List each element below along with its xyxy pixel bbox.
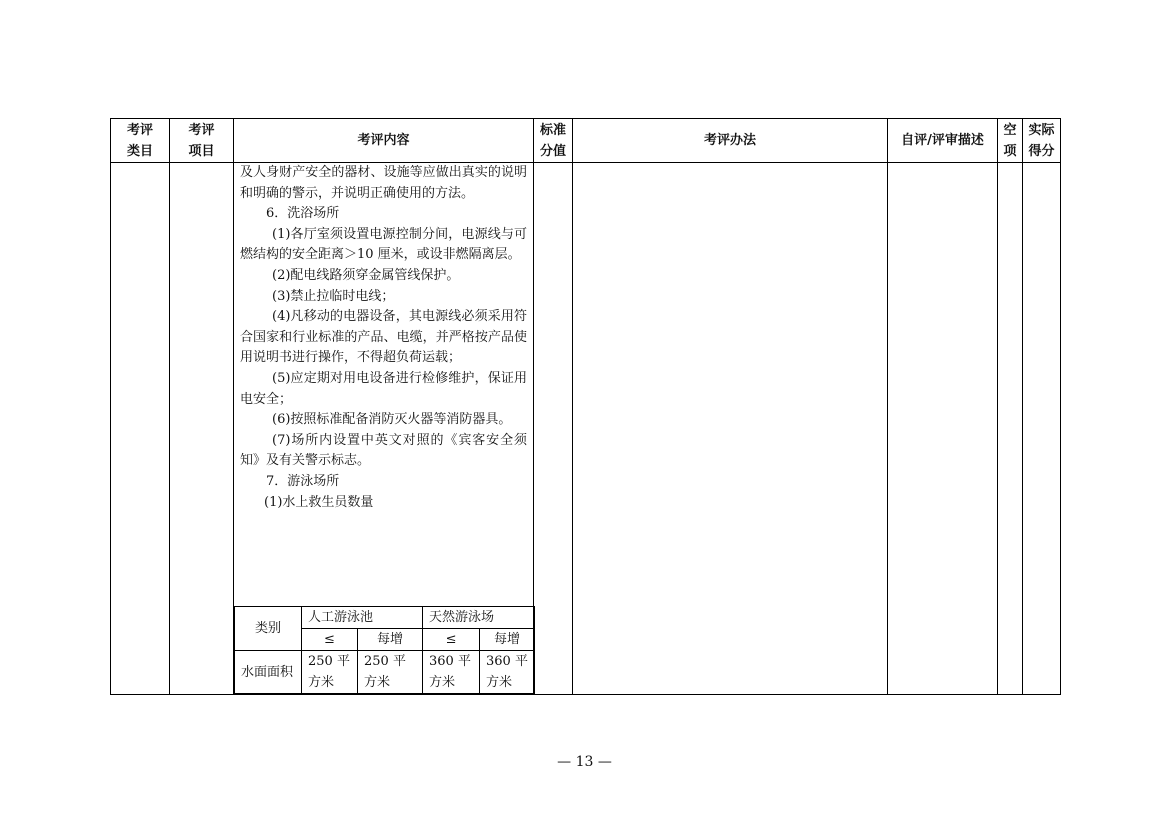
header-method: 考评办法 [573, 119, 888, 163]
actual-score-cell [1023, 163, 1061, 695]
sub-row-label-cell: 水面面积 [235, 651, 302, 694]
content-text [234, 163, 533, 513]
header-actual-score: 实际 得分 [1023, 119, 1061, 163]
sub-per-increment-cell: 每增 [480, 629, 535, 651]
sub-le-cell: ≤ [423, 629, 480, 651]
content-p9: (7)场所内设置中英文对照的《宾客安全须知》及有关警示标志。 [240, 432, 527, 469]
header-empty-item: 空 项 [998, 119, 1023, 163]
header-row [111, 119, 1061, 163]
content-p10: 7．游泳场所 [266, 473, 340, 489]
sub-natural-pool-cell: 天然游泳场 [423, 607, 535, 629]
content-p7: (5)应定期对用电设备进行检修维护，保证用电安全； [240, 370, 527, 407]
lifeguard-table [234, 606, 535, 694]
empty-item-cell [998, 163, 1023, 695]
standard-score-cell [534, 163, 573, 695]
sub-data-row [235, 651, 535, 694]
sub-per-increment-cell: 每增 [358, 629, 423, 651]
header-category: 考评 类目 [111, 119, 170, 163]
header-content: 考评内容 [234, 119, 534, 163]
content-p1: 及人身财产安全的器材、设施等应做出真实的说明和明确的警示，并说明正确使用的方法。 [240, 165, 527, 201]
content-p3: (1)各厅室须设置电源控制分间，电源线与可燃结构的安全距离＞10 厘米，或设非燃隔离层。 [240, 226, 527, 263]
sub-category-cell: 类别 [235, 607, 302, 651]
self-review-cell [888, 163, 998, 695]
content-p8: (6)按照标准配备消防灭火器等消防器具。 [272, 412, 512, 428]
sub-value-cell: 250 平方米 [302, 651, 358, 694]
item-cell [170, 163, 234, 695]
header-item: 考评 项目 [170, 119, 234, 163]
content-p11: (1)水上救生员数量 [264, 494, 374, 510]
method-cell [573, 163, 888, 695]
page-number: — 13 — [557, 754, 612, 770]
content-p2: 6．洗浴场所 [266, 206, 340, 222]
sub-header-row [235, 607, 535, 629]
header-self-review: 自评/评审描述 [888, 119, 998, 163]
content-cell [234, 163, 534, 695]
header-standard-score: 标准 分值 [534, 119, 573, 163]
category-cell [111, 163, 170, 695]
sub-artificial-pool-cell: 人工游泳池 [302, 607, 423, 629]
content-p4: (2)配电线路须穿金属管线保护。 [272, 267, 460, 283]
evaluation-table [110, 118, 1061, 695]
sub-value-cell: 250 平方米 [358, 651, 423, 694]
sub-value-cell: 360 平方米 [480, 651, 535, 694]
content-p6: (4)凡移动的电器设备，其电源线必须采用符合国家和行业标准的产品、电缆，并严格按产品使用说明书进行操作，不得超负荷运载； [240, 309, 527, 366]
sub-le-cell: ≤ [302, 629, 358, 651]
body-row [111, 163, 1061, 695]
content-p5: (3)禁止拉临时电线； [272, 288, 395, 304]
sub-value-cell: 360 平方米 [423, 651, 480, 694]
